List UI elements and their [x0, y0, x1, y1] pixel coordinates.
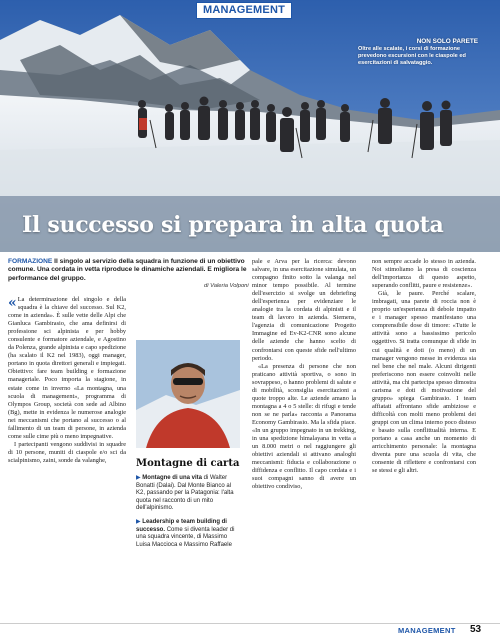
- byline: di Valeria Volponi: [204, 283, 249, 289]
- footer-divider: [0, 623, 500, 624]
- deck: [8, 258, 260, 283]
- book-title: Montagne di una vita: [142, 475, 202, 481]
- portrait-photo: [136, 340, 240, 448]
- page-number: 53: [470, 624, 482, 635]
- book-description: di Walter Bonatti (Dalai). Dal Monte Bianco al K2, passando per la Patagonia: l'alta quota nel racconto di un mito dell'alpinismo.: [136, 475, 234, 512]
- deck-kicker: FORMAZIONE: [8, 258, 53, 265]
- headline: Il successo si prepara in alta quota: [22, 212, 444, 238]
- paragraph: pale e Arva per la ricerca: devono salvare, in una esercitazione simulata, un compagno finito sotto la valanga nel minor tempo possibile. Al termine dell'esercizio si svolge un debriefing dell'esperienza per evidenziare le analogie tra la cordata di alpinisti e il team di lavoro in azienda. Siemens, l'agenzia di comunicazione Progetto Immagine ed Ev-K2-CNR sono alcune delle aziende che hanno scelto di confrontarsi con queste sfide nell'ultimo periodo.: [252, 258, 356, 362]
- paragraph: non sempre accade lo stesso in azienda. Noi stimoliamo la presa di coscienza dell'importanza di questo aspetto, superando conflitti, paure e resistenze».: [372, 258, 476, 290]
- book-title: Leadership e team building di successo.: [136, 518, 227, 533]
- paragraph: I partecipanti vengono suddivisi in squadre di 10 persone, muniti di ciaspole e/o sci da scialpinismo, zaini, sonde da valanghe,: [8, 440, 126, 464]
- portrait-illustration: [136, 340, 240, 448]
- photo-caption-title: NON SOLO PARETE: [416, 38, 478, 45]
- paragraph: « La determinazione del singolo e della squadra è la chiave del successo. Sul K2, come in azienda». È sulle vette delle Alpi che Gianluca Gambirasio, che ama definirsi di professione sci alpinista e per hobby consulente e formatore aziendale, e Agostino da Polenza, grande alpinista e capo spedizione (ha scalato il K2 nel 1983), oggi manager, portano in quota direttori generali e impiegati. Obiettivo: fare team building e formazione manageriale. Poco importa la stagione, in estate come in inverno «La montagna, una scuola di management», programma di Olympos Group, società con sede ad Albino (Bg), mette in evidenza le numerose analogie nei meccanismi che portano al successo o al fallimento di un team di persone, in azienda come sulle cime più o meno impegnative.: [8, 295, 126, 440]
- book-description: Come si diventa leader di una squadra vincente, di Massimo Luisa Maccioca e Massimo Raffaele: [136, 526, 235, 548]
- section-tag: MANAGEMENT: [196, 2, 292, 19]
- drop-quote: «: [8, 295, 17, 311]
- page-footer: [0, 620, 500, 638]
- photo-caption-text: Oltre alle scalate, i corsi di formazione prevedono escursioni con le ciaspole ed esercitazioni di salvataggio.: [358, 46, 466, 66]
- paragraph: Già, le paure. Perché scalare, imbragati, una parete di roccia non è proprio un'esperienza di debole impatto e i manager spesso manifestano una comprensibile dose di timore: «Tutte le attività sono a bassissimo pericolo oggettivo. Si tratta comunque di sfide in cui qualità e doti (o meno) di un manager vengono messe in evidenza sia nel bene che nel male. Alcuni dirigenti preferiscono non essere coinvolti nelle attività, ma chi partecipa spesso dimostra carisma e doti di motivazione del gruppo» spiega Gambirasio. I team affiatati affrontano sfide ambiziose e difficoltà con molti meno problemi dei gruppi con un clima interno poco disteso e basato sulla conflittualità interna. E portano a casa anche un momento di arricchimento personale: la montagna diventa pure una scuola di vita, che consente di riflettere e confrontarsi con se stessi e gli altri.: [372, 290, 476, 475]
- book-item: [136, 519, 240, 549]
- footer-section-label: MANAGEMENT: [398, 626, 456, 635]
- photo-caption: [358, 38, 478, 67]
- paragraph: «La presenza di persone che non praticano attività sportiva, o sono in sovrappeso, o hanno problemi di salute e di mobilità, sconsiglia esercitazioni a quote troppo alte. Le aziende amano la montagna a 4 o 5 stelle: di rifugi e tende non se ne parla» racconta a Panorama Economy Gambirasio. Ma la sfida piace. «In un gruppo impegnato in un trekking, in una spedizione himalayana in vetta a un 8.000 metri o nel raggiungere gli obiettivi aziendali si attivano analoghi meccanismi: fiducia e collaborazione o diffidenza e conflitto. Il capo cordata e i suoi compagni sanno di avere un obiettivo condiviso,: [252, 362, 356, 491]
- article-column-3: [252, 258, 356, 491]
- arrow-right-icon: ▶: [136, 518, 141, 525]
- deck-text: Il singolo al servizio della squadra in funzione di un obiettivo comune. Una cordata in vetta riproduce le dinamiche aziendali. E migliora le performance del gruppo.: [8, 258, 247, 282]
- article-column-4: [372, 258, 476, 475]
- book-item: [136, 475, 240, 513]
- book-sidebar: [136, 340, 240, 549]
- arrow-right-icon: ▶: [136, 475, 141, 481]
- sidebar-title: Montagne di carta: [136, 458, 240, 469]
- article-column-1: [8, 296, 126, 465]
